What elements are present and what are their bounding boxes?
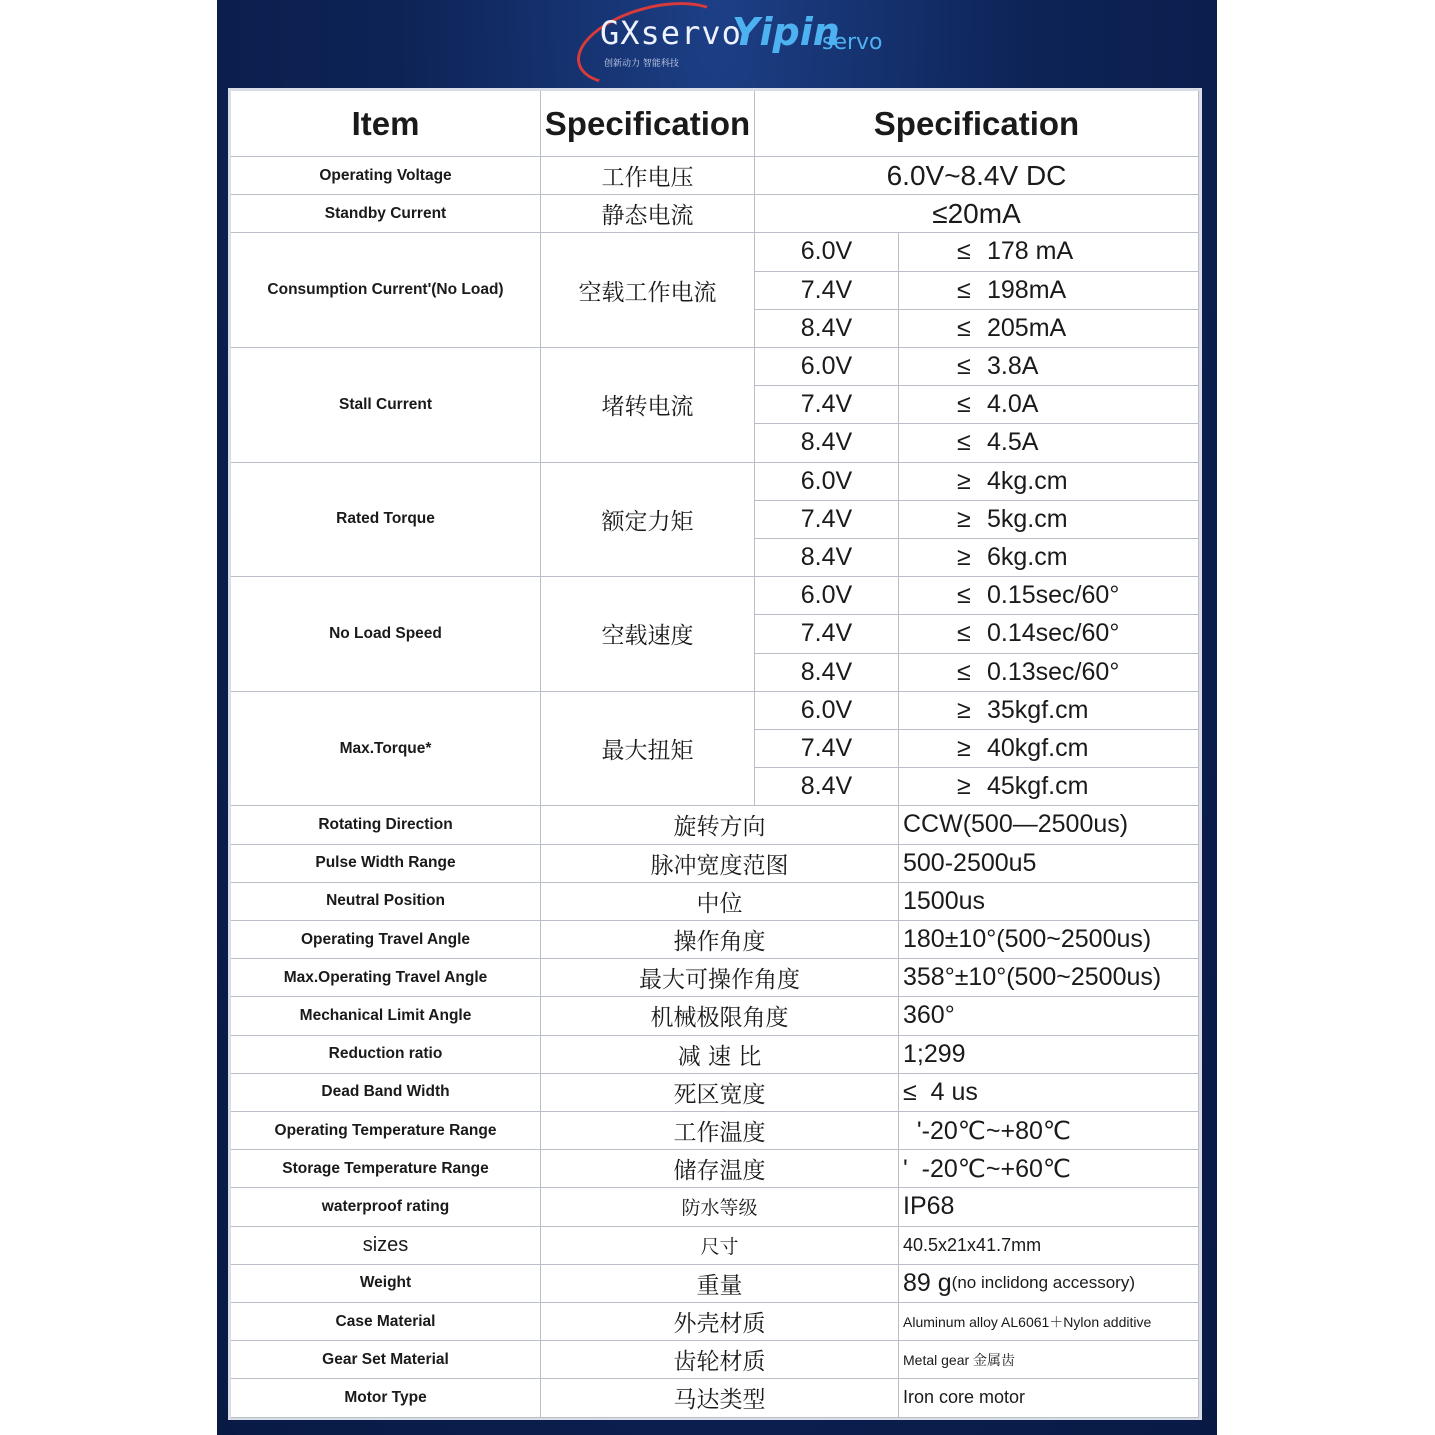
header-item: Item xyxy=(231,91,541,157)
spec-value-cell xyxy=(899,424,1199,462)
comparison-symbol: ≥ xyxy=(957,543,971,572)
row-value xyxy=(899,1379,1199,1417)
row-value-text: '-20℃~+80℃ xyxy=(903,1116,1071,1145)
row-value-text: 180±10°(500~2500us) xyxy=(903,925,1152,954)
spec-value: 4kg.cm xyxy=(987,466,1068,495)
row-label-en: Standby Current xyxy=(231,195,541,233)
row-label-zh: 旋转方向 xyxy=(541,806,899,844)
comparison-symbol: ≤ xyxy=(957,581,971,610)
row-value-text: 1500us xyxy=(903,886,986,915)
spec-value-cell xyxy=(899,692,1199,730)
spec-value: 35kgf.cm xyxy=(987,695,1089,724)
row-label-zh: 脉冲宽度范图 xyxy=(541,845,899,883)
row-label-en: sizes xyxy=(231,1227,541,1265)
voltage-cell: 7.4V xyxy=(755,386,899,424)
comparison-symbol: ≥ xyxy=(957,695,971,724)
comparison-symbol: ≤ xyxy=(957,619,971,648)
row-label-zh: 工作电压 xyxy=(541,157,755,195)
row-label-zh: 马达类型 xyxy=(541,1379,899,1417)
group-label-en: No Load Speed xyxy=(231,577,541,692)
row-label-en: Case Material xyxy=(231,1303,541,1341)
row-label-zh: 重量 xyxy=(541,1265,899,1303)
group-label-zh: 最大扭矩 xyxy=(541,692,755,807)
spec-value-cell xyxy=(899,272,1199,310)
row-value-text: 40.5x21x41.7mm xyxy=(903,1234,1042,1255)
row-label-zh: 储存温度 xyxy=(541,1150,899,1188)
voltage-cell: 8.4V xyxy=(755,768,899,806)
spec-value: 3.8A xyxy=(987,352,1039,381)
group-label-zh: 堵转电流 xyxy=(541,348,755,463)
row-value xyxy=(899,1036,1199,1074)
row-label-en: Operating Travel Angle xyxy=(231,921,541,959)
row-label-en: Neutral Position xyxy=(231,883,541,921)
row-value-text: Iron core motor xyxy=(903,1387,1026,1408)
row-value xyxy=(899,959,1199,997)
group-label-zh: 空载速度 xyxy=(541,577,755,692)
row-value xyxy=(899,845,1199,883)
row-label-en: Gear Set Material xyxy=(231,1341,541,1379)
row-label-zh: 机械极限角度 xyxy=(541,997,899,1035)
row-value-text: Metal gear 金属齿 xyxy=(903,1351,1016,1368)
row-value-text: IP68 xyxy=(903,1192,955,1221)
spec-value: 40kgf.cm xyxy=(987,734,1089,763)
row-label-zh: 静态电流 xyxy=(541,195,755,233)
spec-value: 198mA xyxy=(987,275,1067,304)
row-label-en: Mechanical Limit Angle xyxy=(231,997,541,1035)
spec-value: 0.13sec/60° xyxy=(987,657,1120,686)
row-value xyxy=(899,1112,1199,1150)
row-value-text: CCW(500—2500us) xyxy=(903,810,1129,839)
comparison-symbol: ≤ xyxy=(957,428,971,457)
group-label-en: Rated Torque xyxy=(231,463,541,578)
row-label-en: Pulse Width Range xyxy=(231,845,541,883)
spec-value-cell xyxy=(899,233,1199,271)
voltage-cell: 6.0V xyxy=(755,233,899,271)
row-label-en: Storage Temperature Range xyxy=(231,1150,541,1188)
spec-value: 0.15sec/60° xyxy=(987,581,1120,610)
row-value-text: 1;299 xyxy=(903,1039,966,1068)
comparison-symbol: ≥ xyxy=(957,772,971,801)
voltage-cell: 7.4V xyxy=(755,615,899,653)
group-label-zh: 额定力矩 xyxy=(541,463,755,578)
row-label-zh: 防水等级 xyxy=(541,1188,899,1226)
row-label-en: Operating Voltage xyxy=(231,157,541,195)
row-value: ≤20mA xyxy=(755,195,1199,233)
header-spec-1: Specification xyxy=(541,91,755,157)
row-value xyxy=(899,883,1199,921)
spec-value-cell xyxy=(899,654,1199,692)
voltage-cell: 8.4V xyxy=(755,654,899,692)
comparison-symbol: ≤ xyxy=(957,313,971,342)
row-value-text: ≤ 4 us xyxy=(903,1077,978,1106)
row-label-en: Dead Band Width xyxy=(231,1074,541,1112)
row-value-text: 500-2500u5 xyxy=(903,848,1037,877)
spec-value: 5kg.cm xyxy=(987,504,1068,533)
gxservo-logo-text: GXservo xyxy=(600,14,742,52)
row-label-zh: 减 速 比 xyxy=(541,1036,899,1074)
row-label-en: Rotating Direction xyxy=(231,806,541,844)
row-label-zh: 操作角度 xyxy=(541,921,899,959)
spec-value-cell xyxy=(899,501,1199,539)
row-value-text: ' -20℃~+60℃ xyxy=(903,1154,1071,1183)
row-value-note: (no inclidong accessory) xyxy=(951,1273,1135,1293)
row-value xyxy=(899,1188,1199,1226)
row-label-zh: 尺寸 xyxy=(541,1227,899,1265)
spec-value-cell xyxy=(899,577,1199,615)
row-label-en: Weight xyxy=(231,1265,541,1303)
spec-value-cell xyxy=(899,730,1199,768)
row-value-text: 89 g xyxy=(903,1268,952,1297)
spec-value: 0.14sec/60° xyxy=(987,619,1120,648)
group-label-en: Stall Current xyxy=(231,348,541,463)
row-label-zh: 工作温度 xyxy=(541,1112,899,1150)
yipin-logo-servo: servo xyxy=(822,30,883,55)
spec-value-cell xyxy=(899,615,1199,653)
row-label-zh: 死区宽度 xyxy=(541,1074,899,1112)
comparison-symbol: ≤ xyxy=(957,657,971,686)
row-label-zh: 中位 xyxy=(541,883,899,921)
group-label-zh: 空载工作电流 xyxy=(541,233,755,348)
spec-value-cell xyxy=(899,386,1199,424)
yipin-logo-text: Yipin xyxy=(732,10,840,54)
spec-value-cell xyxy=(899,463,1199,501)
voltage-cell: 6.0V xyxy=(755,463,899,501)
row-value-text: Aluminum alloy AL6061＋Nylon additive xyxy=(903,1313,1152,1330)
spec-value: 205mA xyxy=(987,313,1067,342)
spec-value-cell xyxy=(899,539,1199,577)
row-value xyxy=(899,1150,1199,1188)
spec-value-cell xyxy=(899,310,1199,348)
row-value-text: 360° xyxy=(903,1001,955,1030)
row-label-en: Motor Type xyxy=(231,1379,541,1417)
voltage-cell: 6.0V xyxy=(755,348,899,386)
voltage-cell: 6.0V xyxy=(755,692,899,730)
voltage-cell: 7.4V xyxy=(755,501,899,539)
row-value xyxy=(899,997,1199,1035)
row-label-en: Max.Operating Travel Angle xyxy=(231,959,541,997)
comparison-symbol: ≤ xyxy=(957,275,971,304)
row-label-en: Operating Temperature Range xyxy=(231,1112,541,1150)
row-value xyxy=(899,1227,1199,1265)
voltage-cell: 7.4V xyxy=(755,730,899,768)
row-value xyxy=(899,1265,1199,1303)
row-value xyxy=(899,1341,1199,1379)
row-label-zh: 最大可操作角度 xyxy=(541,959,899,997)
row-value xyxy=(899,1303,1199,1341)
spec-value: 4.0A xyxy=(987,390,1039,419)
group-label-en: Max.Torque* xyxy=(231,692,541,807)
voltage-cell: 8.4V xyxy=(755,310,899,348)
comparison-symbol: ≤ xyxy=(957,352,971,381)
spec-value: 45kgf.cm xyxy=(987,772,1089,801)
voltage-cell: 6.0V xyxy=(755,577,899,615)
row-label-zh: 齿轮材质 xyxy=(541,1341,899,1379)
group-label-en: Consumption Current'(No Load) xyxy=(231,233,541,348)
row-value xyxy=(899,1074,1199,1112)
spec-value: 178 mA xyxy=(987,237,1074,266)
comparison-symbol: ≥ xyxy=(957,734,971,763)
comparison-symbol: ≤ xyxy=(957,390,971,419)
comparison-symbol: ≥ xyxy=(957,504,971,533)
row-label-en: waterproof rating xyxy=(231,1188,541,1226)
comparison-symbol: ≤ xyxy=(957,237,971,266)
row-value: 6.0V~8.4V DC xyxy=(755,157,1199,195)
row-value-text: 358°±10°(500~2500us) xyxy=(903,963,1162,992)
voltage-cell: 8.4V xyxy=(755,424,899,462)
voltage-cell: 7.4V xyxy=(755,272,899,310)
spec-value-cell xyxy=(899,768,1199,806)
row-label-en: Reduction ratio xyxy=(231,1036,541,1074)
comparison-symbol: ≥ xyxy=(957,466,971,495)
spec-value: 6kg.cm xyxy=(987,543,1068,572)
row-value xyxy=(899,921,1199,959)
header-spec-2: Specification xyxy=(755,91,1199,157)
row-value xyxy=(899,806,1199,844)
row-label-zh: 外壳材质 xyxy=(541,1303,899,1341)
spec-value-cell xyxy=(899,348,1199,386)
spec-table xyxy=(228,88,1202,1420)
gxservo-logo-tagline: 创新动力 智能科技 xyxy=(604,59,679,69)
voltage-cell: 8.4V xyxy=(755,539,899,577)
spec-value: 4.5A xyxy=(987,428,1039,457)
